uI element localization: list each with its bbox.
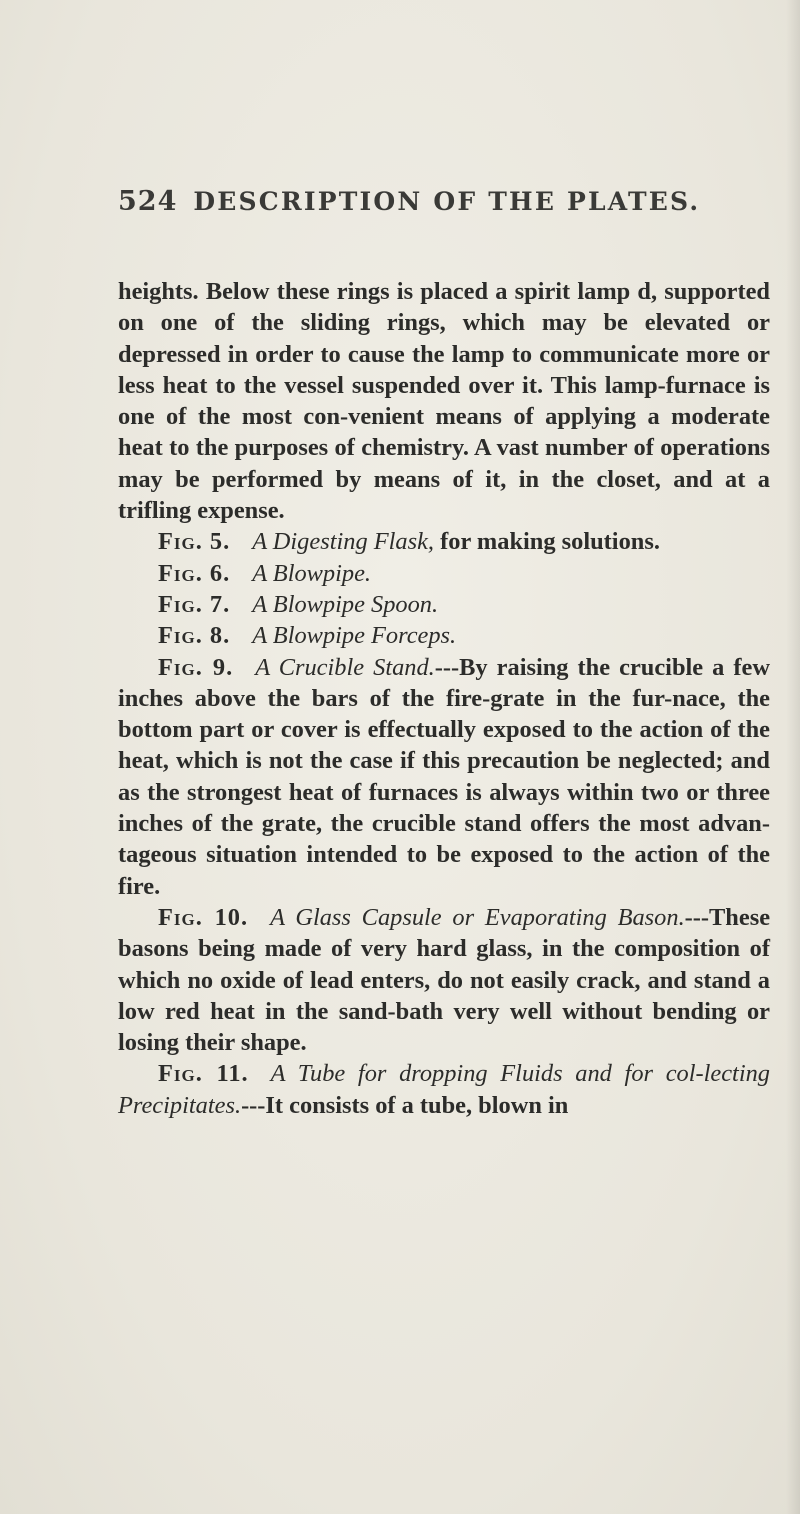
figure-entry-11 [118, 1058, 770, 1121]
page-edge-shadow [786, 0, 800, 1514]
running-title: DESCRIPTION OF THE PLATES. [193, 187, 701, 216]
figure-title: A Crucible Stand. [255, 653, 435, 681]
figure-text: ---These basons being made of very hard glass, in the composition of which no oxide of lead enters, do not easily crack, and stand a low red heat in the sand-bath very well without bending or losing their shape. [118, 903, 771, 1057]
figure-entry-5 [118, 526, 770, 557]
figure-label: Fig. 10. [158, 903, 249, 931]
figure-title: A Digesting Flask, [252, 528, 435, 556]
figure-title: A Blowpipe. [252, 559, 372, 587]
figure-entry-10 [118, 902, 770, 1058]
figure-title: A Blowpipe Spoon. [252, 590, 439, 618]
figure-title: A Glass Capsule or Evaporating Bason. [270, 903, 685, 931]
figure-label: Fig. 5. [158, 528, 231, 556]
figure-text: ---It consists of a tube, blown in [241, 1091, 569, 1119]
figure-text: ---By raising the crucible a few inches above the bars of the fire-grate in the fur-nace, the bottom part or cover is effectually exposed to the action of the heat, which is not the case if this precaution be neglected; and as the strongest heat of furnaces is always within two or three inches of the grate, the crucible stand offers the most advan-tageous situation intended to be exposed to the action of the fire. [118, 653, 770, 900]
body-text [118, 276, 770, 1121]
figure-label: Fig. 6. [158, 559, 231, 587]
figure-entry-6 [118, 558, 770, 589]
figure-title: A Blowpipe Forceps. [252, 622, 457, 650]
figure-label: Fig. 11. [158, 1060, 249, 1088]
figure-label: Fig. 9. [158, 653, 234, 681]
figure-entry-7 [118, 589, 770, 620]
figure-entry-9 [118, 652, 770, 902]
page-number: 524 [118, 186, 178, 217]
running-head [118, 186, 700, 217]
figure-title: A Tube for dropping Fluids and for col-lecting Precipitates. [118, 1060, 770, 1119]
figure-entry-8 [118, 620, 770, 651]
figure-label: Fig. 8. [158, 622, 231, 650]
paragraph-lamp-furnace: heights. Below these rings is placed a spirit lamp d, supported on one of the sliding rings, which may be elevated or depressed in order to cause the lamp to communicate more or less heat to the vessel suspended over it. This lamp-furnace is one of the most con-venient means of applying a moderate heat to the purposes of chemistry. A vast number of operations may be performed by means of it, in the closet, and at a trifling expense. [118, 278, 770, 525]
figure-label: Fig. 7. [158, 590, 231, 618]
figure-text: for making solutions. [434, 528, 660, 556]
